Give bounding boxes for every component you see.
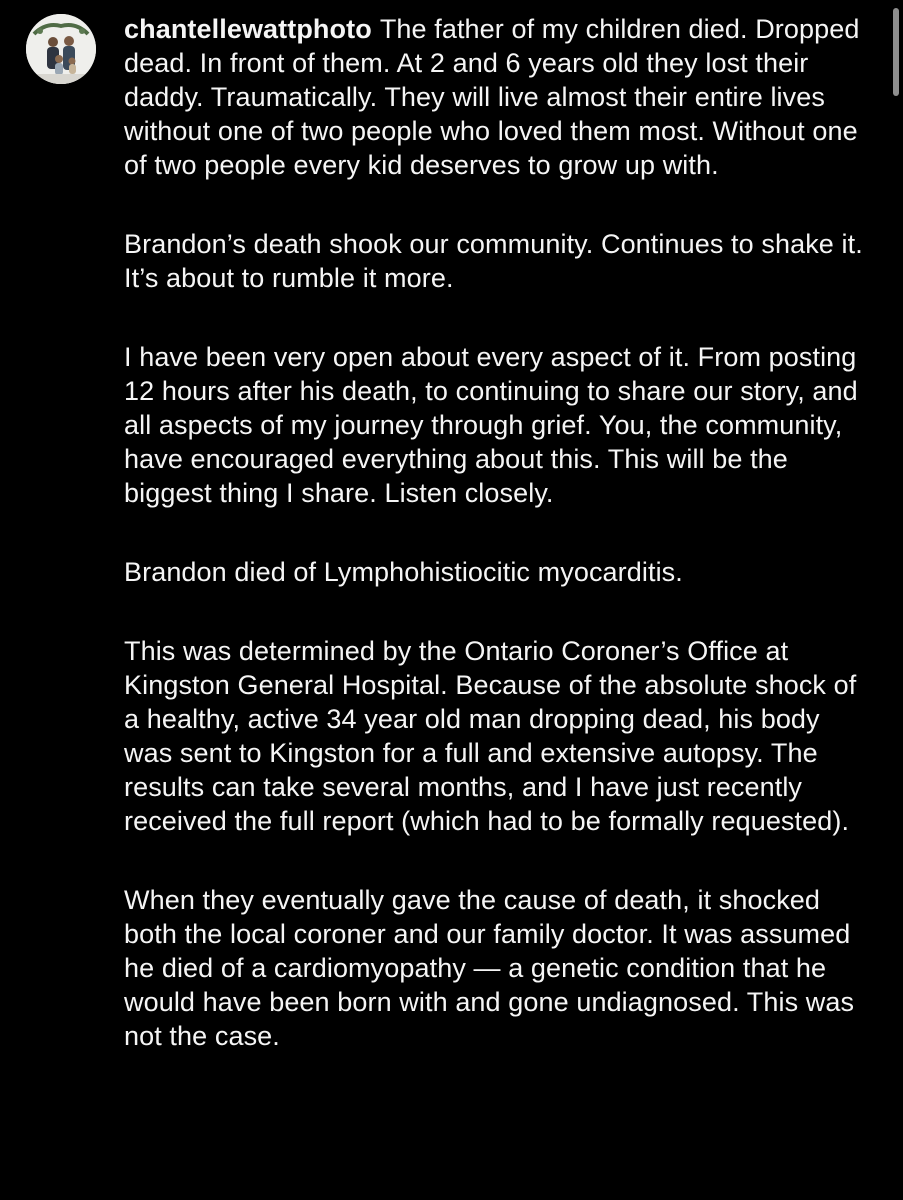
- caption-paragraph-1: [124, 12, 874, 182]
- caption-paragraph-3: I have been very open about every aspect of it. From posting 12 hours after his death, to continuing to share our story, and all aspects of my journey through grief. You, the community, have encouraged everything about this. This will be the biggest thing I share. Listen closely.: [124, 342, 858, 508]
- scrollbar[interactable]: [893, 8, 899, 96]
- caption-paragraph-6: When they eventually gave the cause of death, it shocked both the local coroner and our family doctor. It was assumed he died of a cardiomyopathy — a genetic condition that he would have been born with and gone undiagnosed. This was not the case.: [124, 885, 855, 1051]
- post-caption: [124, 12, 874, 1098]
- avatar[interactable]: [26, 14, 96, 84]
- caption-text: The father of my children died. Dropped dead. In front of them. At 2 and 6 years old they lost their daddy. Traumatically. They will live almost their entire lives without one of two people who loved them most. Without one of two people every kid deserves to grow up with.: [124, 14, 860, 180]
- caption-paragraph-5: This was determined by the Ontario Coroner’s Office at Kingston General Hospital. Because of the absolute shock of a healthy, active 34 year old man dropping dead, his body was sent to Kingston for a full and extensive autopsy. The results can take several months, and I have just recently received the full report (which had to be formally requested).: [124, 636, 857, 836]
- caption-paragraph-4: Brandon died of Lymphohistiocitic myocarditis.: [124, 557, 683, 587]
- username-link[interactable]: chantellewattphoto: [124, 14, 372, 44]
- caption-paragraph-2: Brandon’s death shook our community. Continues to shake it. It’s about to rumble it more.: [124, 229, 863, 293]
- profile-photo-icon: [26, 14, 96, 84]
